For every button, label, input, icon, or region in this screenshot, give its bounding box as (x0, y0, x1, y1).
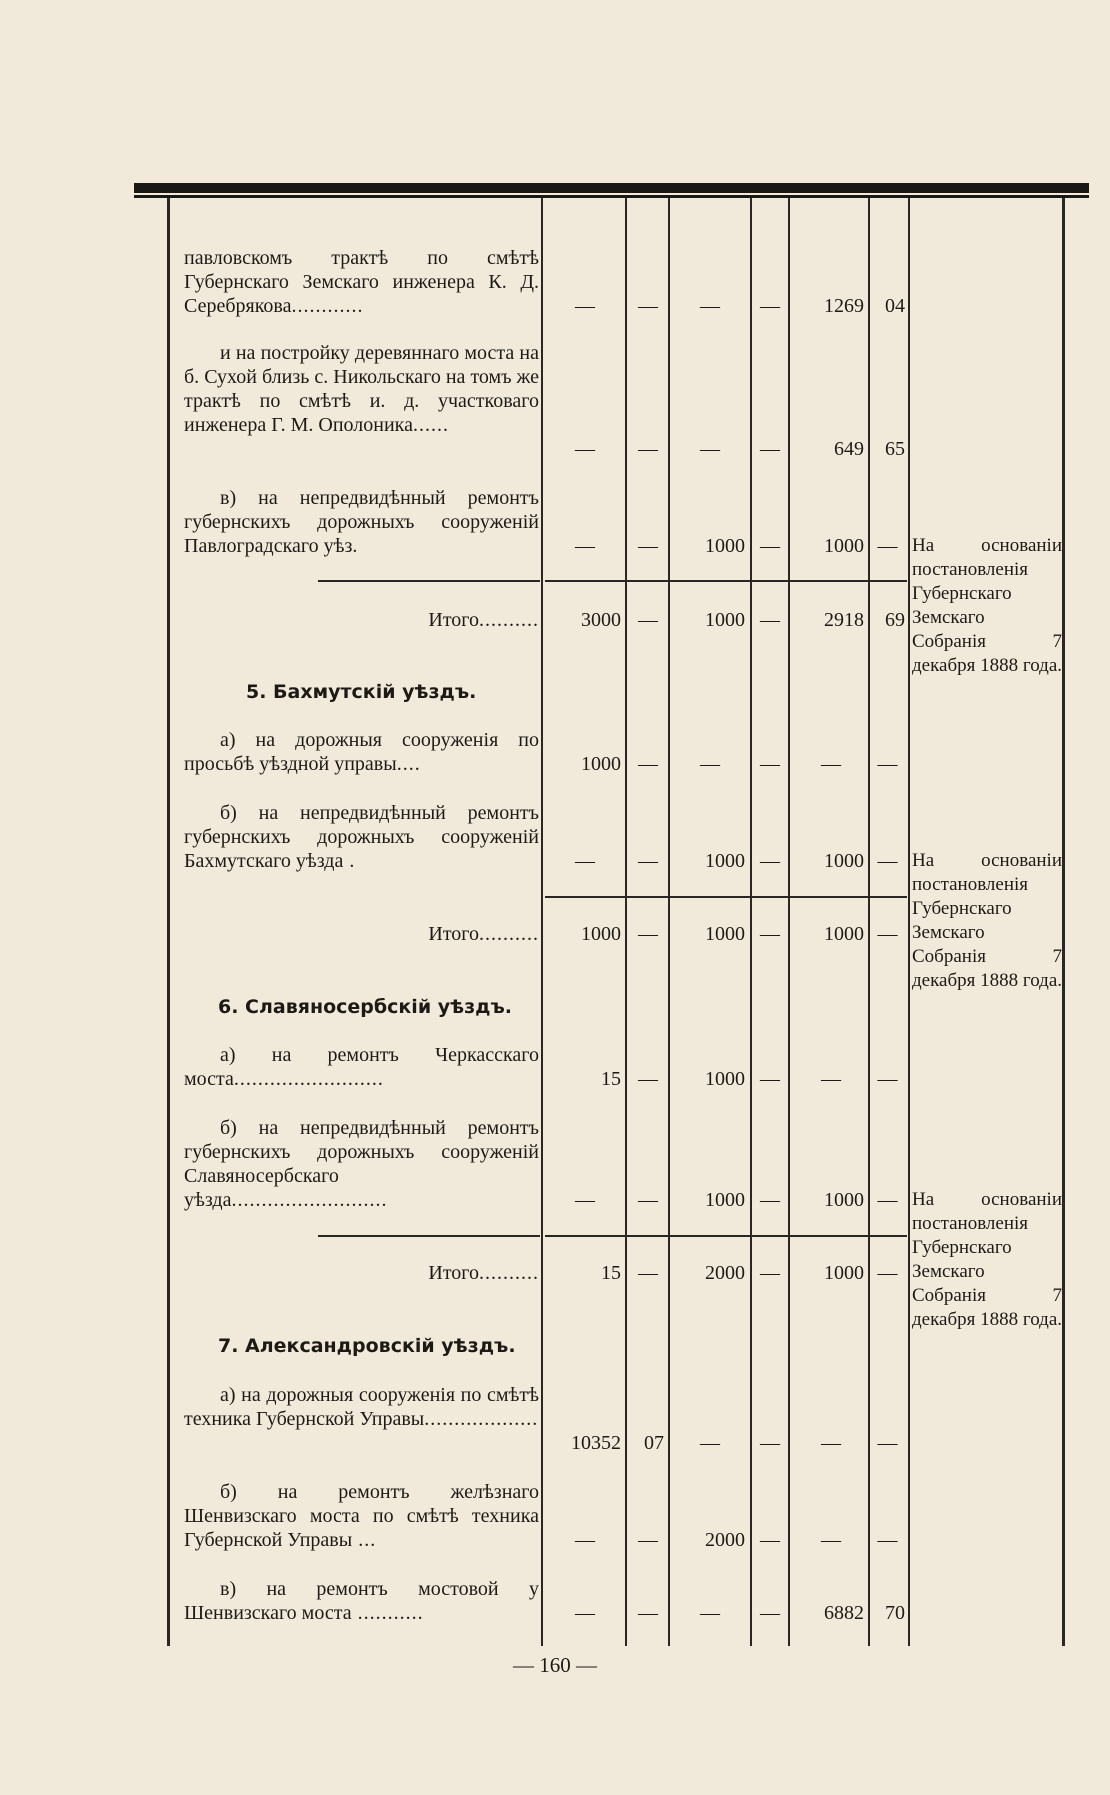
cell-value: — (638, 1262, 658, 1284)
cell-value: 07 (644, 1432, 664, 1454)
cell-value: 6882 (824, 1602, 864, 1624)
cell-value: 15 (601, 1262, 621, 1284)
column-rule (625, 198, 627, 1646)
row-description: а) на ремонтъ Черкасскаго моста......................... (184, 1044, 539, 1090)
cell-value: — (638, 753, 658, 775)
cell-value: 3000 (581, 609, 621, 631)
cell-value: 15 (601, 1068, 621, 1090)
cell-value: — (760, 1068, 780, 1090)
section-heading: 6. Славяносербскій уѣздъ. (218, 996, 512, 1018)
cell-value: — (760, 438, 780, 460)
cell-value: — (700, 1432, 720, 1454)
column-rule (1062, 198, 1065, 1646)
cell-value: — (760, 923, 780, 945)
cell-value: — (760, 753, 780, 775)
cell-value: 649 (834, 438, 864, 460)
cell-value: — (760, 609, 780, 631)
cell-value: — (877, 923, 898, 945)
cell-value: — (760, 1529, 780, 1551)
cell-value: — (760, 1189, 780, 1211)
cell-value: — (760, 1602, 780, 1624)
cell-value: — (821, 1529, 841, 1551)
row-note: На основаніи постановленія Губернскаго Земскаго Собранія 7 декабря 1888 года. (912, 1189, 1063, 1330)
cell-value: — (638, 1529, 658, 1551)
cell-value: — (700, 1602, 720, 1624)
total-label: Итого.......... (428, 923, 539, 945)
total-label: Итого.......... (428, 1262, 539, 1284)
cell-value: — (575, 438, 595, 460)
cell-value: — (575, 850, 595, 872)
cell-value: — (575, 1529, 595, 1551)
cell-value: 65 (885, 438, 905, 460)
cell-value: — (877, 1068, 898, 1090)
cell-value: 1000 (705, 1068, 745, 1090)
cell-value: 1000 (705, 850, 745, 872)
cell-value: 2000 (705, 1529, 745, 1551)
column-rule (668, 198, 670, 1646)
row-description: б) на непредвидѣнный ремонтъ губернскихъ дорожныхъ сооруженій Бахмутскаго уѣзда . (184, 802, 539, 872)
column-rule (167, 198, 170, 1646)
row-description: в) на ремонтъ мостовой у Шенвизскаго моста ........... (184, 1578, 539, 1624)
section-heading: 7. Александровскій уѣздъ. (218, 1335, 516, 1357)
cell-value: 1000 (581, 753, 621, 775)
cell-value: 1000 (705, 1189, 745, 1211)
cell-value: — (575, 535, 595, 557)
row-note: На основаніи постановленія Губернскаго Земскаго Собранія 7 декабря 1888 года. (912, 850, 1063, 991)
row-description: павловскомъ трактѣ по смѣтѣ Губернскаго Земскаго инженера К. Д. Серебрякова............ (184, 247, 539, 317)
cell-value: — (877, 1189, 898, 1211)
cell-value: — (760, 295, 780, 317)
cell-value: — (760, 850, 780, 872)
cell-value: 1000 (824, 1262, 864, 1284)
sum-rule (545, 580, 907, 582)
cell-value: 70 (885, 1602, 905, 1624)
cell-value: — (638, 535, 658, 557)
column-rule (908, 198, 910, 1646)
cell-value: — (638, 609, 658, 631)
cell-value: — (821, 1432, 841, 1454)
cell-value: — (638, 1602, 658, 1624)
cell-value: 1000 (705, 923, 745, 945)
cell-value: 1269 (824, 295, 864, 317)
cell-value: 1000 (581, 923, 621, 945)
row-description: и на постройку деревяннаго моста на б. Сухой близь с. Никольскаго на томъ же трактѣ по смѣтѣ и. д. участковаго инженера Г. М. Ополоника...... (184, 342, 539, 436)
row-description: а) на дорожныя сооруженія по смѣтѣ техника Губернской Управы................... (184, 1384, 539, 1430)
cell-value: — (575, 1602, 595, 1624)
cell-value: — (760, 535, 780, 557)
cell-value: — (638, 295, 658, 317)
cell-value: — (638, 923, 658, 945)
total-label: Итого.......... (428, 609, 539, 631)
row-description: б) на ремонтъ желѣзнаго Шенвизскаго моста по смѣтѣ техника Губернской Управы ... (184, 1481, 539, 1551)
cell-value: 04 (885, 295, 905, 317)
cell-value: 69 (885, 609, 905, 631)
cell-value: — (760, 1432, 780, 1454)
cell-value: — (575, 1189, 595, 1211)
column-rule (541, 198, 543, 1646)
cell-value: — (877, 1262, 898, 1284)
section-heading: 5. Бахмутскій уѣздъ. (246, 681, 477, 703)
cell-value: — (638, 438, 658, 460)
column-rule (788, 198, 790, 1646)
cell-value: 1000 (705, 609, 745, 631)
table-top-rule (134, 183, 1089, 193)
cell-value: — (638, 850, 658, 872)
cell-value: 2918 (824, 609, 864, 631)
cell-value: 2000 (705, 1262, 745, 1284)
cell-value: 1000 (824, 850, 864, 872)
row-description: в) на непредвидѣнный ремонтъ губернскихъ дорожныхъ сооруженій Павлоградскаго уѣз. (184, 487, 539, 557)
cell-value: — (821, 753, 841, 775)
page-number: — 160 — (513, 1653, 597, 1677)
cell-value: — (638, 1189, 658, 1211)
cell-value: — (575, 295, 595, 317)
column-rule (750, 198, 752, 1646)
row-description: а) на дорожныя сооруженія по просьбѣ уѣздной управы.... (184, 729, 539, 775)
cell-value: — (877, 535, 898, 557)
cell-value: 1000 (824, 923, 864, 945)
cell-value: — (700, 753, 720, 775)
sum-rule (545, 896, 907, 898)
cell-value: — (760, 1262, 780, 1284)
cell-value: 1000 (824, 1189, 864, 1211)
sum-rule (318, 1235, 540, 1237)
cell-value: — (700, 438, 720, 460)
cell-value: — (877, 1529, 898, 1551)
cell-value: — (877, 753, 898, 775)
cell-value: — (877, 850, 898, 872)
cell-value: — (700, 295, 720, 317)
row-note: На основаніи постановленія Губернскаго Земскаго Собранія 7 декабря 1888 года. (912, 535, 1063, 676)
cell-value: — (638, 1068, 658, 1090)
cell-value: 10352 (571, 1432, 621, 1454)
cell-value: 1000 (705, 535, 745, 557)
row-description: б) на непредвидѣнный ремонтъ губернскихъ дорожныхъ сооруженій Славяносербскаго уѣзда.......................... (184, 1117, 539, 1211)
cell-value: 1000 (824, 535, 864, 557)
cell-value: — (877, 1432, 898, 1454)
cell-value: — (821, 1068, 841, 1090)
sum-rule (545, 1235, 907, 1237)
sum-rule (318, 580, 540, 582)
